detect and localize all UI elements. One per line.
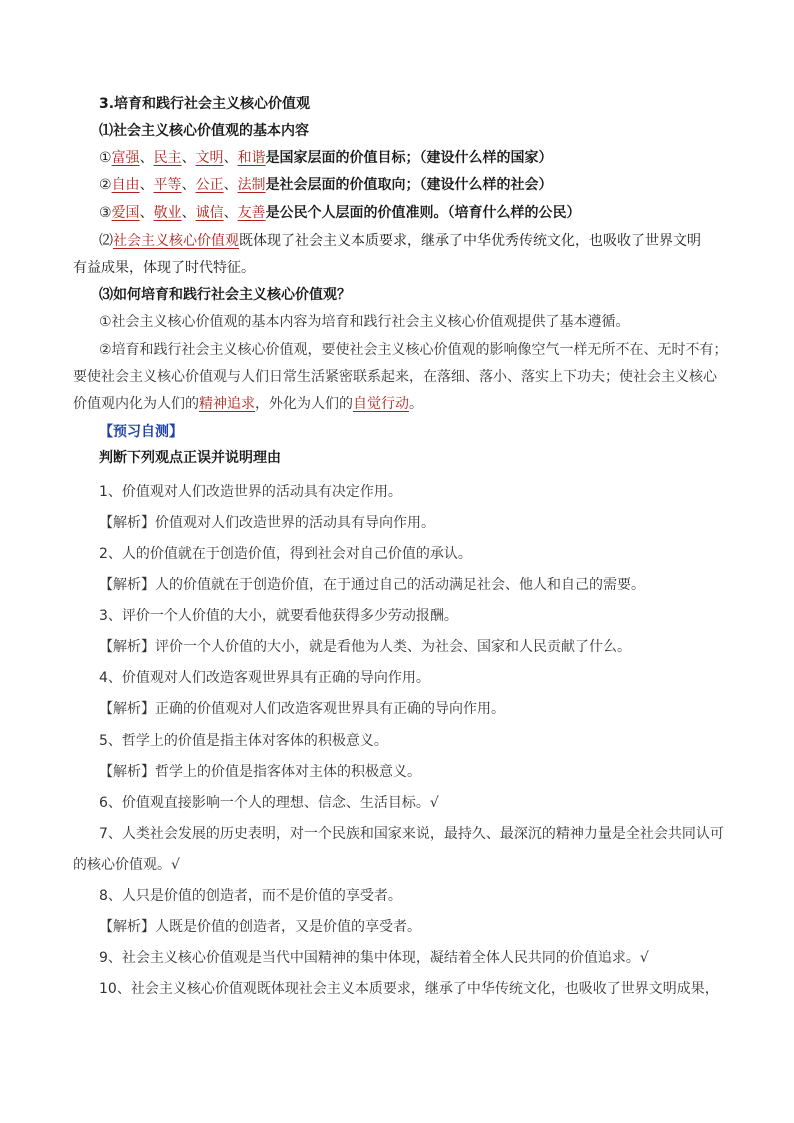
value-term: 富强 — [111, 150, 140, 166]
quiz-item: 1、价值观对人们改造世界的活动具有决定作用。 — [99, 484, 402, 500]
quiz-analysis: 【解析】正确的价值观对人们改造客观世界具有正确的导向作用。 — [99, 701, 505, 717]
quiz-item: 9、社会主义核心价值观是当代中国精神的集中体现，凝结着全体人民共同的价值追求。√ — [99, 950, 649, 966]
term-spiritual-pursuit: 精神追求 — [199, 396, 255, 412]
quiz-analysis: 【解析】评价一个人价值的大小，就是看他为人类、为社会、国家和人民贡献了什么。 — [99, 639, 631, 655]
paragraph-3b-line-3: 价值观内化为人们的精神追求，外化为人们的自觉行动。 — [73, 396, 423, 412]
value-term: 友善 — [237, 205, 266, 221]
section-heading: 3.培育和践行社会主义核心价值观 — [99, 96, 311, 112]
paragraph-2-line-2: 有益成果，体现了时代特征。 — [73, 260, 255, 276]
paragraph-3a: ①社会主义核心价值观的基本内容为培育和践行社会主义核心价值观提供了基本遵循。 — [99, 314, 630, 330]
value-term: 和谐 — [237, 150, 266, 166]
paragraph-3b-line-2: 要使社会主义核心价值观与人们日常生活紧密联系起来，在落细、落小、落实上下功夫；使社会主义核心 — [73, 369, 717, 385]
quiz-item: 10、社会主义核心价值观既体现社会主义本质要求，继承了中华传统文化，也吸收了世界文明成果， — [99, 981, 719, 997]
paragraph-2-line-1: ⑵社会主义核心价值观既体现了社会主义本质要求，继承了中华优秀传统文化，也吸收了世界文明 — [99, 233, 701, 249]
term-core-values: 社会主义核心价值观 — [113, 233, 239, 249]
quiz-item-continuation: 的核心价值观。√ — [73, 857, 180, 873]
quiz-analysis: 【解析】哲学上的价值是指客体对主体的积极意义。 — [99, 764, 421, 780]
quiz-item: 4、价值观对人们改造客观世界具有正确的导向作用。 — [99, 670, 430, 686]
quiz-item: 3、评价一个人价值的大小，就要看他获得多少劳动报酬。 — [99, 608, 458, 624]
value-line-citizen: ③爱国、敬业、诚信、友善是公民个人层面的价值准则。（培育什么样的公民） — [99, 205, 581, 221]
paragraph-3b-line-1: ②培育和践行社会主义核心价值观，要使社会主义核心价值观的影响像空气一样无所不在、无时不有； — [99, 342, 728, 358]
value-term: 平等 — [153, 177, 182, 193]
value-line-social: ②自由、平等、公正、法制是社会层面的价值取向；（建设什么样的社会） — [99, 177, 553, 193]
quiz-instruction: 判断下列观点正误并说明理由 — [99, 450, 281, 466]
quiz-item: 6、价值观直接影响一个人的理想、信念、生活目标。√ — [99, 795, 439, 811]
quiz-analysis: 【解析】人既是价值的创造者，又是价值的享受者。 — [99, 919, 421, 935]
value-term: 文明 — [195, 150, 224, 166]
quiz-analysis: 【解析】价值观对人们改造世界的活动具有导向作用。 — [99, 515, 435, 531]
value-term: 自由 — [111, 177, 140, 193]
value-line-national: ①富强、民主、文明、和谐是国家层面的价值目标；（建设什么样的国家） — [99, 150, 553, 166]
quiz-item: 5、哲学上的价值是指主体对客体的积极意义。 — [99, 733, 388, 749]
quiz-analysis: 【解析】人的价值就在于创造价值，在于通过自己的活动满足社会、他人和自己的需要。 — [99, 577, 645, 593]
value-term: 诚信 — [195, 205, 224, 221]
quiz-item: 8、人只是价值的创造者，而不是价值的享受者。 — [99, 888, 402, 904]
quiz-item: 7、人类社会发展的历史表明，对一个民族和国家来说，最持久、最深沉的精神力量是全社会共同认可 — [99, 826, 724, 842]
subheading-how-to: ⑶如何培育和践行社会主义核心价值观？ — [99, 287, 351, 303]
value-term: 公正 — [195, 177, 224, 193]
quiz-item: 2、人的价值就在于创造价值，得到社会对自己价值的承认。 — [99, 546, 472, 562]
subheading-basic-content: ⑴社会主义核心价值观的基本内容 — [99, 123, 309, 139]
value-term: 爱国 — [111, 205, 140, 221]
value-term: 法制 — [237, 177, 266, 193]
term-conscious-action: 自觉行动 — [353, 396, 409, 412]
value-term: 民主 — [153, 150, 182, 166]
value-term: 敬业 — [153, 205, 182, 221]
preview-test-tag: 【预习自测】 — [99, 424, 183, 440]
